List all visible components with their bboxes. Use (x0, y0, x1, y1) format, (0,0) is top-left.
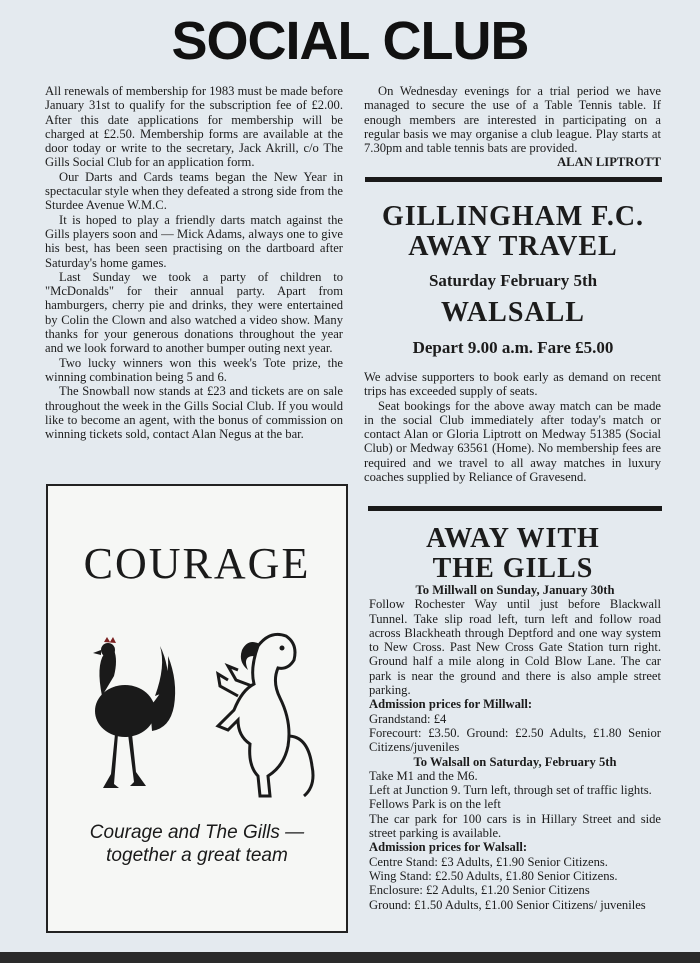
tagline-line-1: Courage and The Gills — (89, 822, 305, 843)
page-bottom-edge (0, 952, 700, 963)
travel-heading-line-1: GILLINGHAM F.C. (381, 201, 645, 232)
walsall-direction-1: Take M1 and the M6. (369, 768, 478, 783)
advert-tagline (48, 821, 346, 867)
snowball-paragraph: The Snowball now stands at £23 and tickets are on sale throughout the week in the Gills Social Club. If you would like to become an agent, with the bonus of commission on winning tickets sold, contact Alan Negus at the bar. (45, 384, 343, 442)
away-heading (363, 524, 663, 584)
walsall-heading: To Walsall on Saturday, February 5th (413, 754, 617, 769)
travel-heading (363, 202, 663, 262)
away-heading-line-2: THE GILLS (432, 553, 594, 584)
millwall-price-2: Forecourt: £3.50. Ground: £2.50 Adults, £1.80 Senior Citizens/juveniles (369, 725, 661, 755)
walsall-direction-2: Left at Junction 9. Turn left, through set of traffic lights. (369, 783, 652, 798)
millwall-directions: Follow Rochester Way until just before Blackwall Tunnel. Take slip road left, turn left and follow road across Blackheath through Deptford and one way system to New Cross. Past New Cross Gate Station turn right. Ground half a mile along in Cold Blow Lane. The car park is near the ground and there is also ample street parking. (369, 597, 661, 698)
rearing-horse-icon (208, 626, 328, 806)
friendly-match-paragraph: It is hoped to play a friendly darts match against the Gills players soon and — Mick Adams, always one to give his best, has been seen practising on the dartboard after Saturday's home games. (45, 212, 343, 270)
walsall-price-4: Ground: £1.50 Adults, £1.00 Senior Citizens/ juveniles (369, 897, 646, 912)
signature: ALAN LIPTROTT (557, 155, 661, 170)
walsall-price-3: Enclosure: £2 Adults, £1.20 Senior Citizens (369, 883, 590, 898)
travel-paragraph-1: We advise supporters to book early as demand on recent trips has exceeded supply of seats. (364, 370, 661, 399)
courage-advert (46, 484, 348, 933)
left-column (45, 84, 343, 441)
courage-logo: COURAGE (83, 539, 311, 588)
walsall-price-1: Centre Stand: £3 Adults, £1.90 Senior Citizens. (369, 854, 608, 869)
mcdonalds-paragraph: Last Sunday we took a party of children to "McDonalds" for their annual party. Apart from hamburgers, cherry pie and drinks, they were entertained by Colin the Clown and also watched a video show. Many thanks for your generous donations throughout the year and we look forward to another bumper outing next year. (45, 269, 343, 356)
walsall-price-2: Wing Stand: £2.50 Adults, £1.80 Senior Citizens. (369, 868, 618, 883)
divider-2 (368, 506, 662, 511)
travel-opponent: WALSALL (441, 297, 585, 328)
membership-paragraph: All renewals of membership for 1983 must be made before January 31st to qualify for the subscription fee of £2.00. After this date applications for membership will be charged at £2.50. Membership forms are available at the door today or write to the secretary, Jack Akrill, c/o The Gills Social Club for an application form. (45, 84, 343, 170)
tagline-line-2: together a great team (106, 845, 288, 866)
millwall-price-1: Grandstand: £4 (369, 711, 447, 726)
divider-1 (365, 177, 662, 182)
travel-text (364, 370, 661, 484)
away-heading-line-1: AWAY WITH (426, 523, 600, 554)
cockerel-icon (70, 636, 180, 806)
travel-date: Saturday February 5th (428, 271, 598, 290)
travel-heading-line-2: AWAY TRAVEL (408, 231, 618, 262)
darts-paragraph: Our Darts and Cards teams began the New Year in spectacular style when they defeated a strong side from the Sturdee Avenue W.M.C. (45, 169, 343, 213)
tote-paragraph: Two lucky winners won this week's Tote prize, the winning combination being 5 and 6. (45, 355, 343, 384)
millwall-heading: To Millwall on Sunday, January 30th (415, 583, 615, 597)
travel-paragraph-2: Seat bookings for the above away match can be made in the social Club immediately after today's match or contact Alan or Gloria Liptrott on Medway 51385 (Social Club) or Medway 63561 (Home). No membership fees are required and we travel to all away matches in luxury coaches supplied by Reliance of Gravesend. (364, 398, 661, 485)
millwall-prices-heading: Admission prices for Millwall: (369, 697, 533, 712)
walsall-direction-4: The car park for 100 cars is in Hillary Street and side street parking is available. (369, 811, 661, 841)
away-directions (369, 583, 661, 912)
table-tennis-section (364, 84, 661, 170)
travel-depart: Depart 9.00 a.m. Fare £5.00 (412, 338, 614, 357)
walsall-prices-heading: Admission prices for Walsall: (369, 840, 528, 855)
walsall-direction-3: Fellows Park is on the left (369, 797, 501, 812)
page-title: SOCIAL CLUB (171, 11, 529, 71)
table-tennis-paragraph: On Wednesday evenings for a trial period we have managed to secure the use of a Table Tennis table. If enough members are interested in participating on a regular basis we may organise a club league. Play starts at 7.30pm and table tennis bats are provided. (364, 84, 661, 156)
